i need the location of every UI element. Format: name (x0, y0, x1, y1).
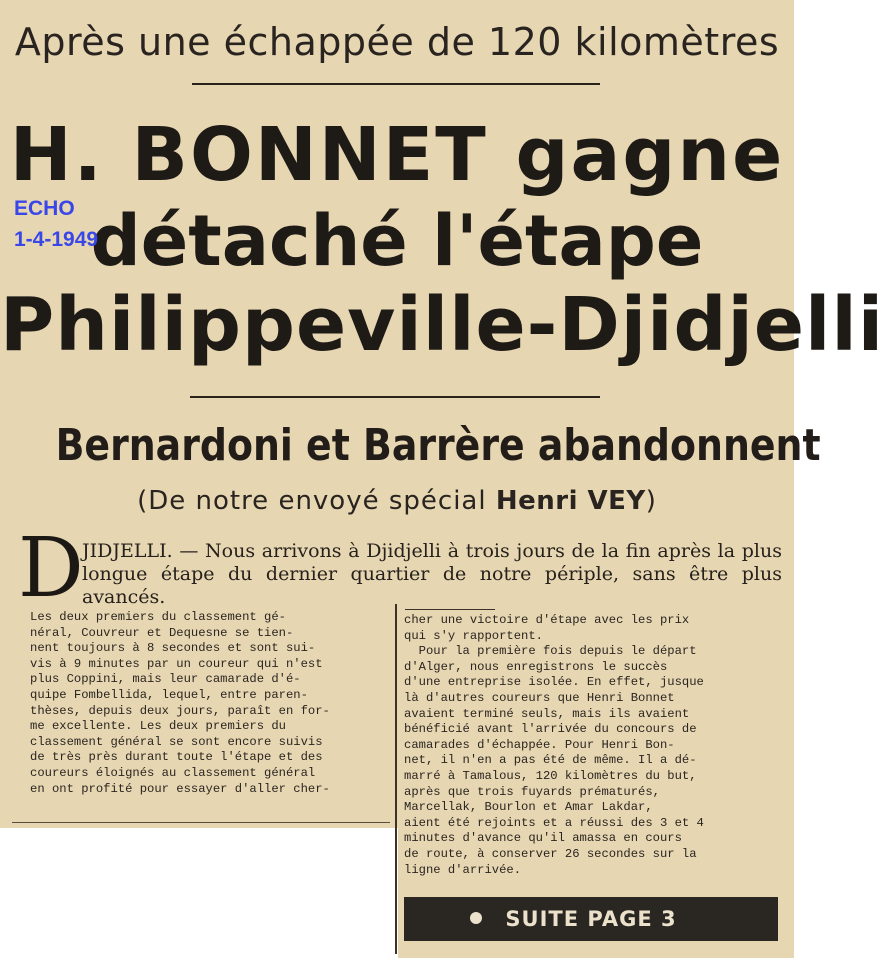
column-2-line: camarades d'échappée. Pour Henri Bon- (404, 737, 675, 752)
bullet-dot-icon (470, 912, 482, 924)
column-1-line: quipe Fombellida, lequel, entre paren- (30, 687, 308, 702)
column-2-line: aient été rejoints et a réussi des 3 et 4 (404, 815, 704, 830)
column-2-line: Pour la première fois depuis le départ (404, 644, 697, 659)
kicker-headline: Après une échappée de 120 kilomètres (14, 20, 780, 64)
continued-banner (404, 897, 778, 941)
lead-paragraph: JIDJELLI. — Nous arrivons à Djidjelli à trois jours de la fin après la plus longue étape du dernier quartier de notre périple, sans être plus avancés. (82, 540, 782, 608)
column-1-line: me excellente. Les deux premiers du (30, 719, 286, 734)
column-1-line: néral, Couvreur et Dequesne se tien- (30, 625, 294, 640)
stamp-line-1: ECHO (14, 197, 75, 220)
column-2-line: net, il n'en a pas été de même. Il a dé- (404, 753, 697, 768)
column-divider (395, 604, 397, 954)
subheadline: Bernardoni et Barrère abandonnent (55, 420, 821, 471)
lead-dropcap: D (18, 521, 84, 616)
column-1-line: vis à 9 minutes par un coureur qui n'est (30, 656, 323, 671)
byline-suffix: ) (645, 486, 657, 516)
column-1-end-rule (12, 822, 390, 823)
headline-line-2: détaché l'étape (90, 200, 704, 282)
column-2-line: là d'autres coureurs que Henri Bonnet (404, 690, 675, 705)
article-column-2 (404, 613, 782, 878)
column-2-line: d'Alger, nous enregistrons le succès (404, 659, 668, 674)
column-1-line: Les deux premiers du classement gé- (30, 610, 286, 624)
column-1-line: nent toujours à 8 secondes et sont sui- (30, 641, 316, 656)
article-column-1 (30, 610, 390, 797)
column-2-line: ligne d'arrivée. (404, 862, 522, 877)
column-1-line: plus Coppini, mais leur camarade d'é- (30, 672, 301, 687)
clipping-cutout-area (0, 828, 398, 958)
headline-line-3: Philippeville-Djidjelli (0, 282, 884, 368)
archive-stamp (14, 193, 98, 255)
column-2-line: cher une victoire d'étape avec les prix (404, 613, 690, 627)
column-2-line: qui s'y rapportent. (404, 628, 543, 643)
column-1-line: coureurs éloignés au classement général (30, 765, 316, 780)
column-2-top-rule (405, 609, 495, 610)
byline (0, 486, 794, 516)
stamp-line-2: 1-4-1949 (14, 228, 99, 251)
byline-author: Henri VEY (495, 486, 646, 516)
column-1-line: classement général se sont encore suivis (30, 734, 323, 749)
column-2-line: après que trois fuyards prématurés, (404, 784, 660, 799)
column-2-line: d'une entreprise isolée. En effet, jusque (404, 675, 704, 690)
column-2-line: minutes d'avance qu'il amassa en cours (404, 831, 682, 846)
divider-rule-middle (190, 396, 600, 398)
column-1-line: de très près durant toute l'étape et des (30, 750, 323, 765)
continued-label: SUITE PAGE 3 (505, 907, 677, 931)
headline-line-1: H. BONNET gagne (9, 112, 785, 198)
column-2-line: de route, à conserver 26 secondes sur la (404, 846, 697, 861)
divider-rule-top (192, 83, 600, 85)
byline-prefix: (De notre envoyé spécial (137, 486, 496, 516)
column-2-line: Marcellak, Bourlon et Amar Lakdar, (404, 800, 653, 815)
column-1-line: thèses, depuis deux jours, paraît en for- (30, 703, 330, 718)
column-2-line: bénéficié avant l'arrivée du concours de (404, 722, 697, 737)
column-1-line: en ont profité pour essayer d'aller cher- (30, 781, 330, 796)
column-2-line: marré à Tamalous, 120 kilomètres du but, (404, 768, 697, 783)
column-2-line: avaient terminé seuls, mais ils avaient (404, 706, 690, 721)
